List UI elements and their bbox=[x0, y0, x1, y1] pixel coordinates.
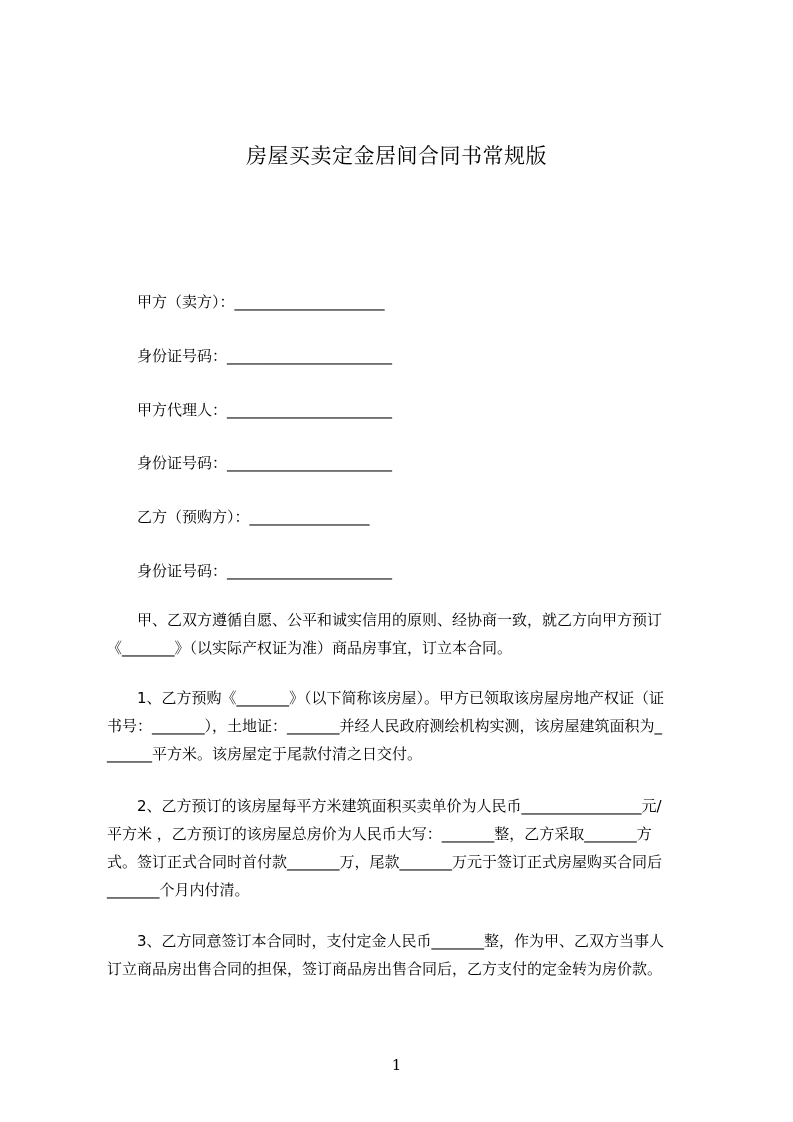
seller-field: 甲方（卖方）：____________________ bbox=[137, 293, 385, 311]
clause-2-paragraph bbox=[107, 792, 701, 904]
paragraph-line: 2、乙方预订的该房屋每平方米建筑面积买卖单价为人民币________________元/ bbox=[137, 797, 662, 815]
intro-paragraph bbox=[107, 606, 701, 662]
paragraph-line: 订立商品房出售合同的担保，签订商品房出售合同后，乙方支付的定金转为房价款。 bbox=[107, 960, 663, 978]
clause-1-paragraph bbox=[107, 684, 701, 768]
paragraph-line: ______平方米。该房屋定于尾款付清之日交付。 bbox=[107, 745, 423, 763]
seller-id-field: 身份证号码：______________________ bbox=[137, 347, 393, 365]
paragraph-line: 3、乙方同意签订本合同时，支付定金人民币_______整，作为甲、乙双方当事人 bbox=[137, 932, 665, 950]
buyer-id-field: 身份证号码：______________________ bbox=[137, 562, 393, 580]
paragraph-line: 书号：_______），土地证：_______并经人民政府测绘机构实测，该房屋建筑面积为_ bbox=[107, 717, 663, 735]
paragraph-line: _______个月内付清。 bbox=[107, 881, 250, 899]
document-title: 房屋买卖定金居间合同书常规版 bbox=[246, 144, 547, 168]
paragraph-line: 1、乙方预购《_______》（以下简称该房屋）。甲方已领取该房屋房地产权证（证 bbox=[137, 689, 665, 707]
paragraph-line: 平方米 ，乙方预订的该房屋总房价为人民币大写：_______整，乙方采取_______方 bbox=[107, 825, 652, 843]
paragraph-line: 式。签订正式合同时首付款_______万，尾款_______万元于签订正式房屋购买合同后 bbox=[107, 853, 663, 871]
seller-agent-field: 甲方代理人：______________________ bbox=[137, 401, 393, 419]
paragraph-line: 《_______》（以实际产权证为准）商品房事宜，订立本合同。 bbox=[107, 639, 513, 657]
paragraph-line: 甲、乙双方遵循自愿、公平和诚实信用的原则、经协商一致，就乙方向甲方预订 bbox=[137, 611, 663, 629]
seller-agent-id-field: 身份证号码：______________________ bbox=[137, 454, 393, 472]
buyer-field: 乙方（预购方）：________________ bbox=[137, 508, 370, 526]
clause-3-paragraph bbox=[107, 927, 701, 983]
page-number: 1 bbox=[391, 1056, 402, 1074]
